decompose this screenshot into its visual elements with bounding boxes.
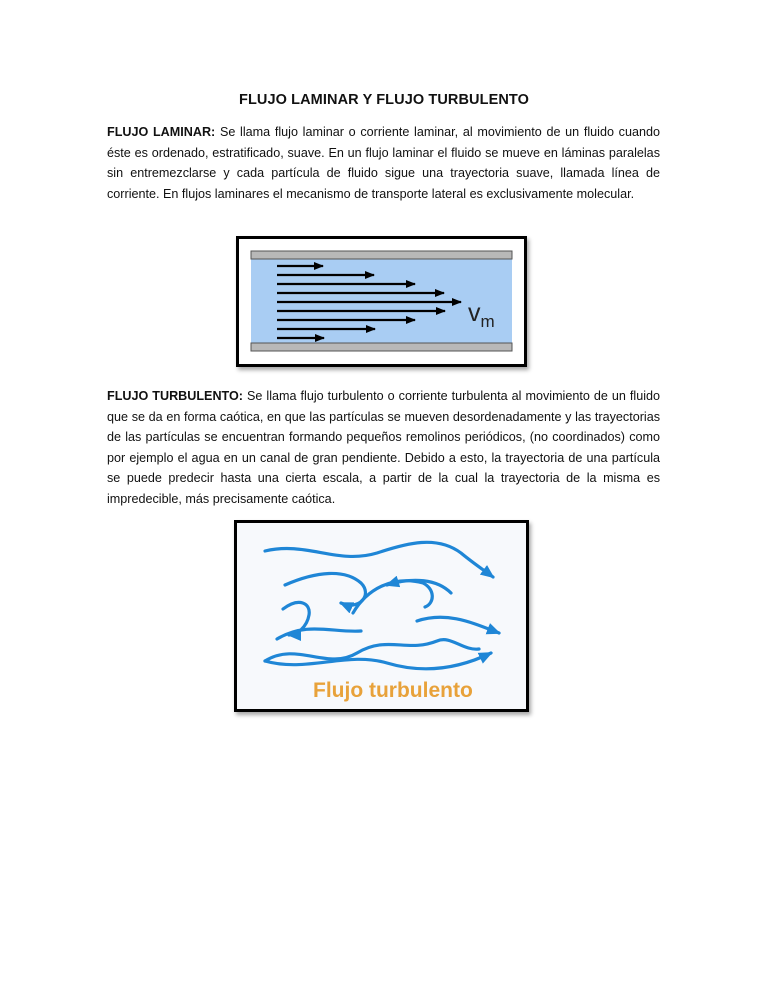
turbulent-label: Flujo turbulento [313,679,473,702]
turbulent-flow-diagram [237,523,526,709]
laminar-flow-figure [236,236,527,367]
velocity-label: $v_m$ [468,299,495,331]
turbulent-text: Se llama flujo turbulento o corriente turbulenta al movimiento de un fluido que se da en forma caótica, en que las partículas se mueven desordenadamente y las trayectorias de las partículas se encuentran formando pequeños remolinos periódicos, (no coordinados) como por ejemplo el agua en un canal de gran pendiente. Debido a esto, la trayectoria de una partícula se puede predecir hasta una cierta escala, a partir de la cual la trayectoria de la misma es impredecible, más precisamente caótica. [107,389,661,506]
laminar-heading: FLUJO LAMINAR: [107,125,216,139]
page-title: FLUJO LAMINAR Y FLUJO TURBULENTO [239,92,529,108]
laminar-paragraph [107,122,660,204]
turbulent-flow-figure [234,520,529,712]
laminar-text: Se llama flujo laminar o corriente laminar, al movimiento de un fluido cuando éste es ordenado, estratificado, suave. En un flujo laminar el fluido se mueve en láminas paralelas sin entremezclarse y cada partícula de fluido sigue una trayectoria suave, llamada línea de corriente. En flujos laminares el mecanismo de transporte lateral es exclusivamente molecular. [107,125,660,201]
top-wall [251,251,512,259]
turbulent-heading: FLUJO TURBULENTO: [107,389,243,403]
laminar-flow-diagram [239,239,524,364]
turbulent-paragraph [107,386,660,510]
bottom-wall [251,343,512,351]
